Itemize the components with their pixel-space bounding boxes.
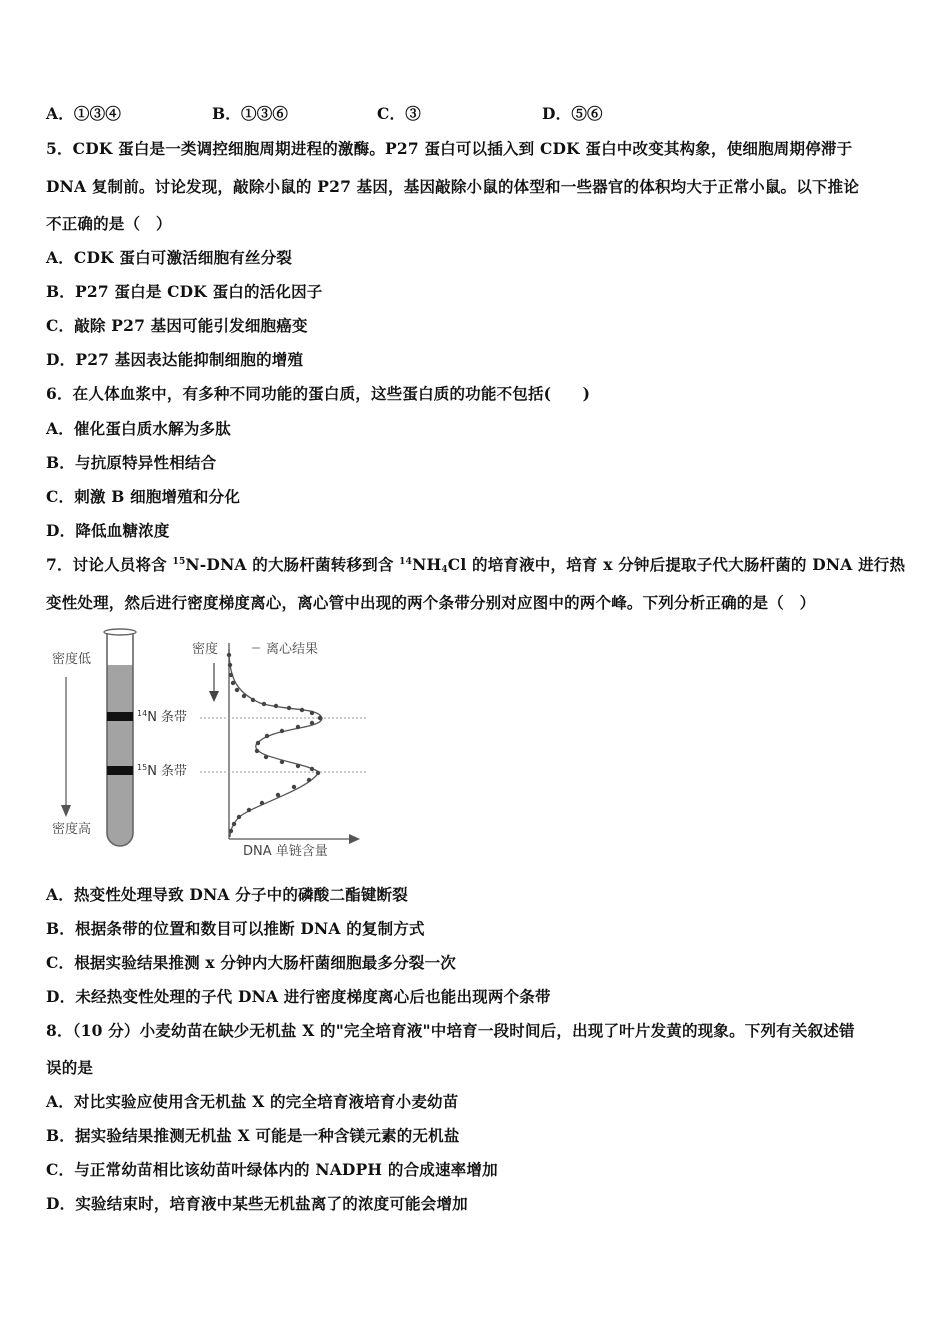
density-low-label: 密度低 [52,652,92,667]
centrifuge-curve-points [227,653,322,833]
q8-stem-line2: 误的是 [46,1058,94,1077]
q5-stem-line3: 不正确的是（ ） [46,214,172,233]
q7-figure [46,625,386,865]
q8-option-c: C．与正常幼苗相比该幼苗叶绿体内的 NADPH 的合成速率增加 [46,1160,498,1179]
q8-option-d: D．实验结束时，培育液中某些无机盐离了的浓度可能会增加 [46,1194,468,1213]
density-arrow-head [61,805,71,817]
band-15n [107,766,133,775]
q7-stem-part-a: 7．讨论人员将含 [46,555,173,574]
graph-x-axis-label: DNA 单链含量 [243,844,328,859]
band-15n-text: N 条带 [147,764,188,779]
q6-option-d: D．降低血糖浓度 [46,521,170,540]
q7-option-c: C．根据实验结果推测 x 分钟内大肠杆菌细胞最多分裂一次 [46,953,456,972]
band-14n-text: N 条带 [147,710,188,725]
q8-option-a: A．对比实验应使用含无机盐 X 的完全培育液培育小麦幼苗 [46,1092,459,1111]
q5-option-b: B．P27 蛋白是 CDK 蛋白的活化因子 [46,282,323,301]
q6-option-b: B．与抗原特异性相结合 [46,453,217,472]
test-tube-rim [104,629,136,635]
q5-stem-line2: DNA 复制前。讨论发现，敲除小鼠的 P27 基因，基因敲除小鼠的体型和一些器官的体积均大于正常小鼠。以下推论 [46,177,860,196]
q4-option-a: A．①③④ [46,104,122,123]
q7-stem-line1 [46,553,905,575]
test-tube-liquid [107,665,133,846]
q5-option-d: D．P27 基因表达能抑制细胞的增殖 [46,350,304,369]
q7-sub-4: 4 [441,565,448,575]
q7-stem-part-b: N-DNA 的大肠杆菌转移到含 [185,555,400,574]
centrifuge-curve [229,649,322,837]
q8-stem-line1: 8．（10 分）小麦幼苗在缺少无机盐 X 的"完全培育液"中培育一段时间后，出现了叶片发黄的现象。下列有关叙述错 [46,1021,855,1040]
q6-stem: 6．在人体血浆中，有多种不同功能的蛋白质，这些蛋白质的功能不包括( ) [46,384,591,403]
q5-stem-line1: 5．CDK 蛋白是一类调控细胞周期进程的激酶。P27 蛋白可以插入到 CDK 蛋白中改变其构象，使细胞周期停滞于 [46,139,853,158]
band-15n-sup: 15 [137,763,148,772]
graph-density-arrow-head [209,691,219,702]
band-14n-label [137,709,187,725]
q5-option-a: A．CDK 蛋白可激活细胞有丝分裂 [46,248,293,267]
q7-sup-14: 14 [399,557,413,567]
q7-sup-15: 15 [172,557,186,567]
q7-stem-line2: 变性处理，然后进行密度梯度离心，离心管中出现的两个条带分别对应图中的两个峰。下列分析正确的是（ ） [46,593,816,612]
q7-stem-part-c: NH [412,555,442,574]
q4-option-c: C．③ [377,104,421,123]
q6-option-c: C．刺激 B 细胞增殖和分化 [46,487,241,506]
q6-option-a: A．催化蛋白质水解为多肽 [46,419,231,438]
q4-option-d: D．⑤⑥ [542,104,603,123]
band-15n-label [137,763,187,779]
density-high-label: 密度高 [52,822,92,837]
q5-option-c: C．敲除 P27 基因可能引发细胞癌变 [46,316,308,335]
q4-option-b: B．①③⑥ [212,104,289,123]
q7-option-a: A．热变性处理导致 DNA 分子中的磷酸二酯键断裂 [46,885,408,904]
graph-x-arrow [349,834,360,844]
q7-option-d: D．未经热变性处理的子代 DNA 进行密度梯度离心后也能出现两个条带 [46,987,551,1006]
q8-option-b: B．据实验结果推测无机盐 X 可能是一种含镁元素的无机盐 [46,1126,460,1145]
q7-stem-part-d: Cl 的培育液中，培育 x 分钟后提取子代大肠杆菌的 DNA 进行热 [447,555,906,574]
band-14n-sup: 14 [137,709,148,718]
band-14n [107,712,133,721]
q7-option-b: B．根据条带的位置和数目可以推断 DNA 的复制方式 [46,919,425,938]
q4-options [46,102,646,122]
legend-label: 离心结果 [266,642,319,657]
graph-density-label: 密度 [192,642,219,657]
